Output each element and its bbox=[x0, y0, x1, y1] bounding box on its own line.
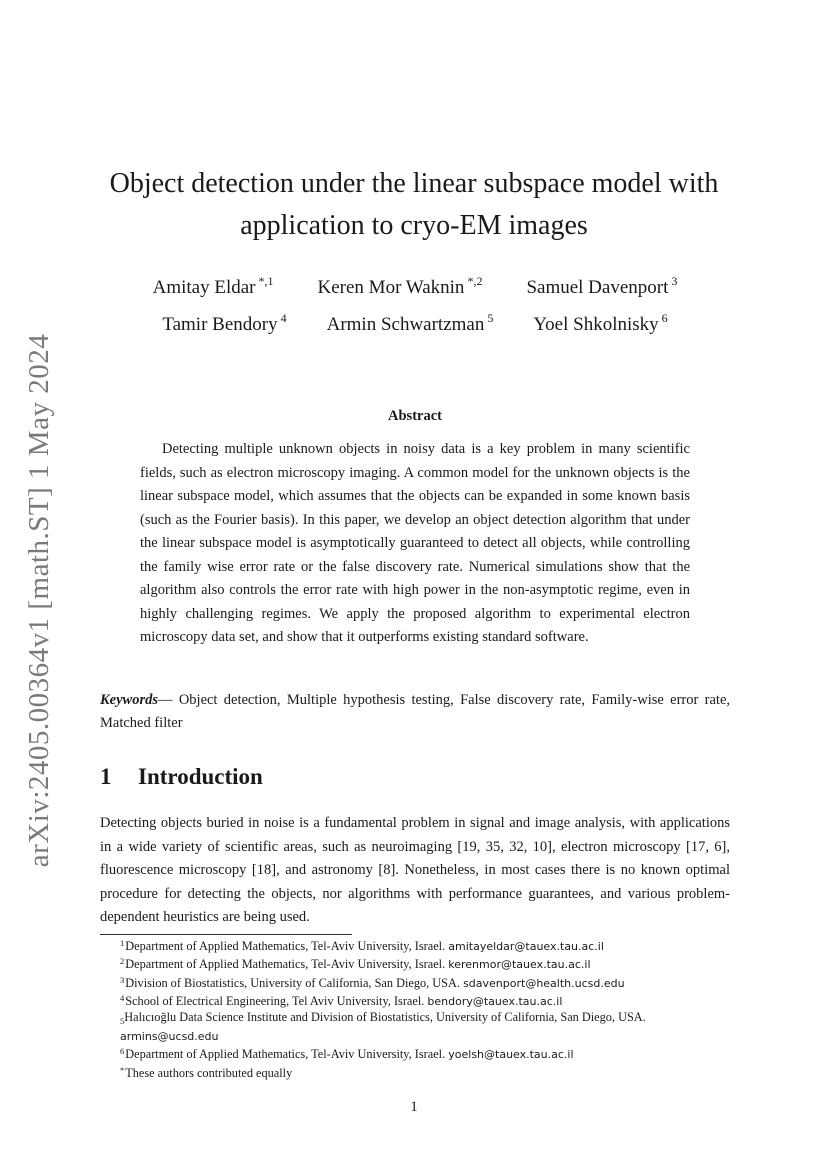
section-heading bbox=[100, 764, 730, 790]
author-affiliation-mark: *,1 bbox=[258, 274, 274, 288]
footnote-text: School of Electrical Engineering, Tel Aviv University, Israel. bbox=[125, 994, 425, 1009]
author bbox=[162, 303, 286, 340]
author bbox=[327, 303, 494, 340]
author-affiliation-mark: 5 bbox=[487, 311, 494, 325]
footnote bbox=[100, 991, 730, 1009]
footnote-text: Division of Biostatistics, University of California, San Diego, USA. bbox=[125, 975, 460, 990]
footnote-email[interactable]: sdavenport@health.ucsd.edu bbox=[463, 976, 625, 990]
author-name: Samuel Davenport bbox=[526, 277, 669, 298]
intro-paragraph: Detecting objects buried in noise is a fundamental problem in signal and image analysis, with applications in a wide variety of scientific areas, such as neuroimaging [19, 35, 32, 10], electron microscopy [17, 6], fluorescence microscopy [18], and astronomy [8]. Nonetheless, in most cases there is no known optimal procedure for detecting the objects, nor algorithms with performance guarantees, and various problem-dependent heuristics are being used. bbox=[100, 815, 730, 925]
author-name: Armin Schwartzman bbox=[326, 314, 485, 335]
footnote-email[interactable]: kerenmor@tauex.tau.ac.il bbox=[448, 958, 591, 972]
author-name: Amitay Eldar bbox=[152, 277, 256, 298]
footnote-mark: 6 bbox=[120, 1046, 125, 1057]
footnote-text: Department of Applied Mathematics, Tel-Aviv University, Israel. bbox=[125, 957, 446, 972]
abstract-text: Detecting multiple unknown objects in noisy data is a key problem in many scientific fields, such as electron microscopy imaging. A common model for the unknown objects is the linear subspace model, which assumes that the objects can be expanded in some known basis (such as the Fourier basis). In this paper, we develop an object detection algorithm that under the linear subspace model is asymptotically guaranteed to detect all objects, while controlling the family wise error rate or the false discovery rate. Numerical simulations show that the algorithm also controls the error rate with high power in the non-asymptotic regime, even in highly challenging regimes. We apply the proposed algorithm to experimental electron microscopy data set, and show that it outperforms existing standard software. bbox=[140, 441, 690, 645]
section-number: 1 bbox=[100, 764, 112, 789]
arxiv-identifier-sidebar bbox=[20, 333, 60, 867]
author bbox=[533, 303, 667, 340]
footnote bbox=[100, 1063, 730, 1081]
paper-title bbox=[60, 163, 768, 247]
abstract-heading: Abstract bbox=[388, 408, 442, 424]
author-row bbox=[100, 303, 730, 340]
keywords bbox=[100, 689, 730, 735]
author bbox=[526, 266, 677, 303]
footnote-email[interactable]: armins@ucsd.edu bbox=[120, 1030, 219, 1044]
footnote-mark: 1 bbox=[120, 938, 125, 948]
footnote-mark: 5 bbox=[120, 1015, 125, 1026]
author bbox=[153, 266, 274, 303]
author-list bbox=[100, 266, 730, 340]
footnote-rule bbox=[100, 934, 352, 935]
footnote bbox=[100, 1010, 730, 1045]
author-row bbox=[100, 266, 730, 303]
footnote-text: These authors contributed equally bbox=[125, 1065, 293, 1080]
author-name: Yoel Shkolnisky bbox=[533, 314, 659, 335]
author-affiliation-mark: 4 bbox=[280, 311, 287, 325]
footnote bbox=[100, 1044, 730, 1062]
author-affiliation-mark: 3 bbox=[671, 274, 678, 288]
footnote bbox=[100, 954, 730, 972]
footnote-mark: 2 bbox=[120, 956, 125, 967]
author-name: Tamir Bendory bbox=[162, 314, 278, 335]
footnote-text: Department of Applied Mathematics, Tel-Aviv University, Israel. bbox=[125, 939, 446, 953]
footnote-text: Department of Applied Mathematics, Tel-Aviv University, Israel. bbox=[125, 1047, 446, 1062]
author-name: Keren Mor Waknin bbox=[317, 277, 465, 298]
footnote-text: Halıcıoğlu Data Science Institute and Division of Biostatistics, University of California, San Diego, USA. bbox=[124, 1009, 646, 1024]
footnote-email[interactable]: bendory@tauex.tau.ac.il bbox=[427, 995, 563, 1009]
title-line-2: application to cryo-EM images bbox=[240, 210, 588, 241]
footnotes bbox=[100, 936, 730, 1081]
section-title: Introduction bbox=[138, 764, 263, 789]
footnote-mark: * bbox=[120, 1064, 125, 1075]
page-number: 1 bbox=[410, 1099, 418, 1115]
footnote-email[interactable]: amitayeldar@tauex.tau.ac.il bbox=[448, 940, 604, 953]
footnote bbox=[100, 973, 730, 991]
footnote bbox=[100, 936, 730, 954]
author bbox=[318, 266, 483, 303]
author-affiliation-mark: 6 bbox=[661, 311, 668, 325]
footnote-email[interactable]: yoelsh@tauex.tau.ac.il bbox=[448, 1048, 574, 1062]
keywords-label: Keywords bbox=[100, 692, 158, 708]
arxiv-identifier: arXiv:2405.00364v1 [math.ST] 1 May 2024 bbox=[23, 333, 56, 867]
footnote-mark: 4 bbox=[120, 993, 125, 1004]
footnote-mark: 3 bbox=[120, 974, 125, 985]
title-line-1: Object detection under the linear subspace model with bbox=[109, 168, 719, 199]
author-affiliation-mark: *,2 bbox=[467, 274, 483, 288]
keywords-text: — Object detection, Multiple hypothesis testing, False discovery rate, Family-wise error rate, Matched filter bbox=[100, 692, 730, 731]
